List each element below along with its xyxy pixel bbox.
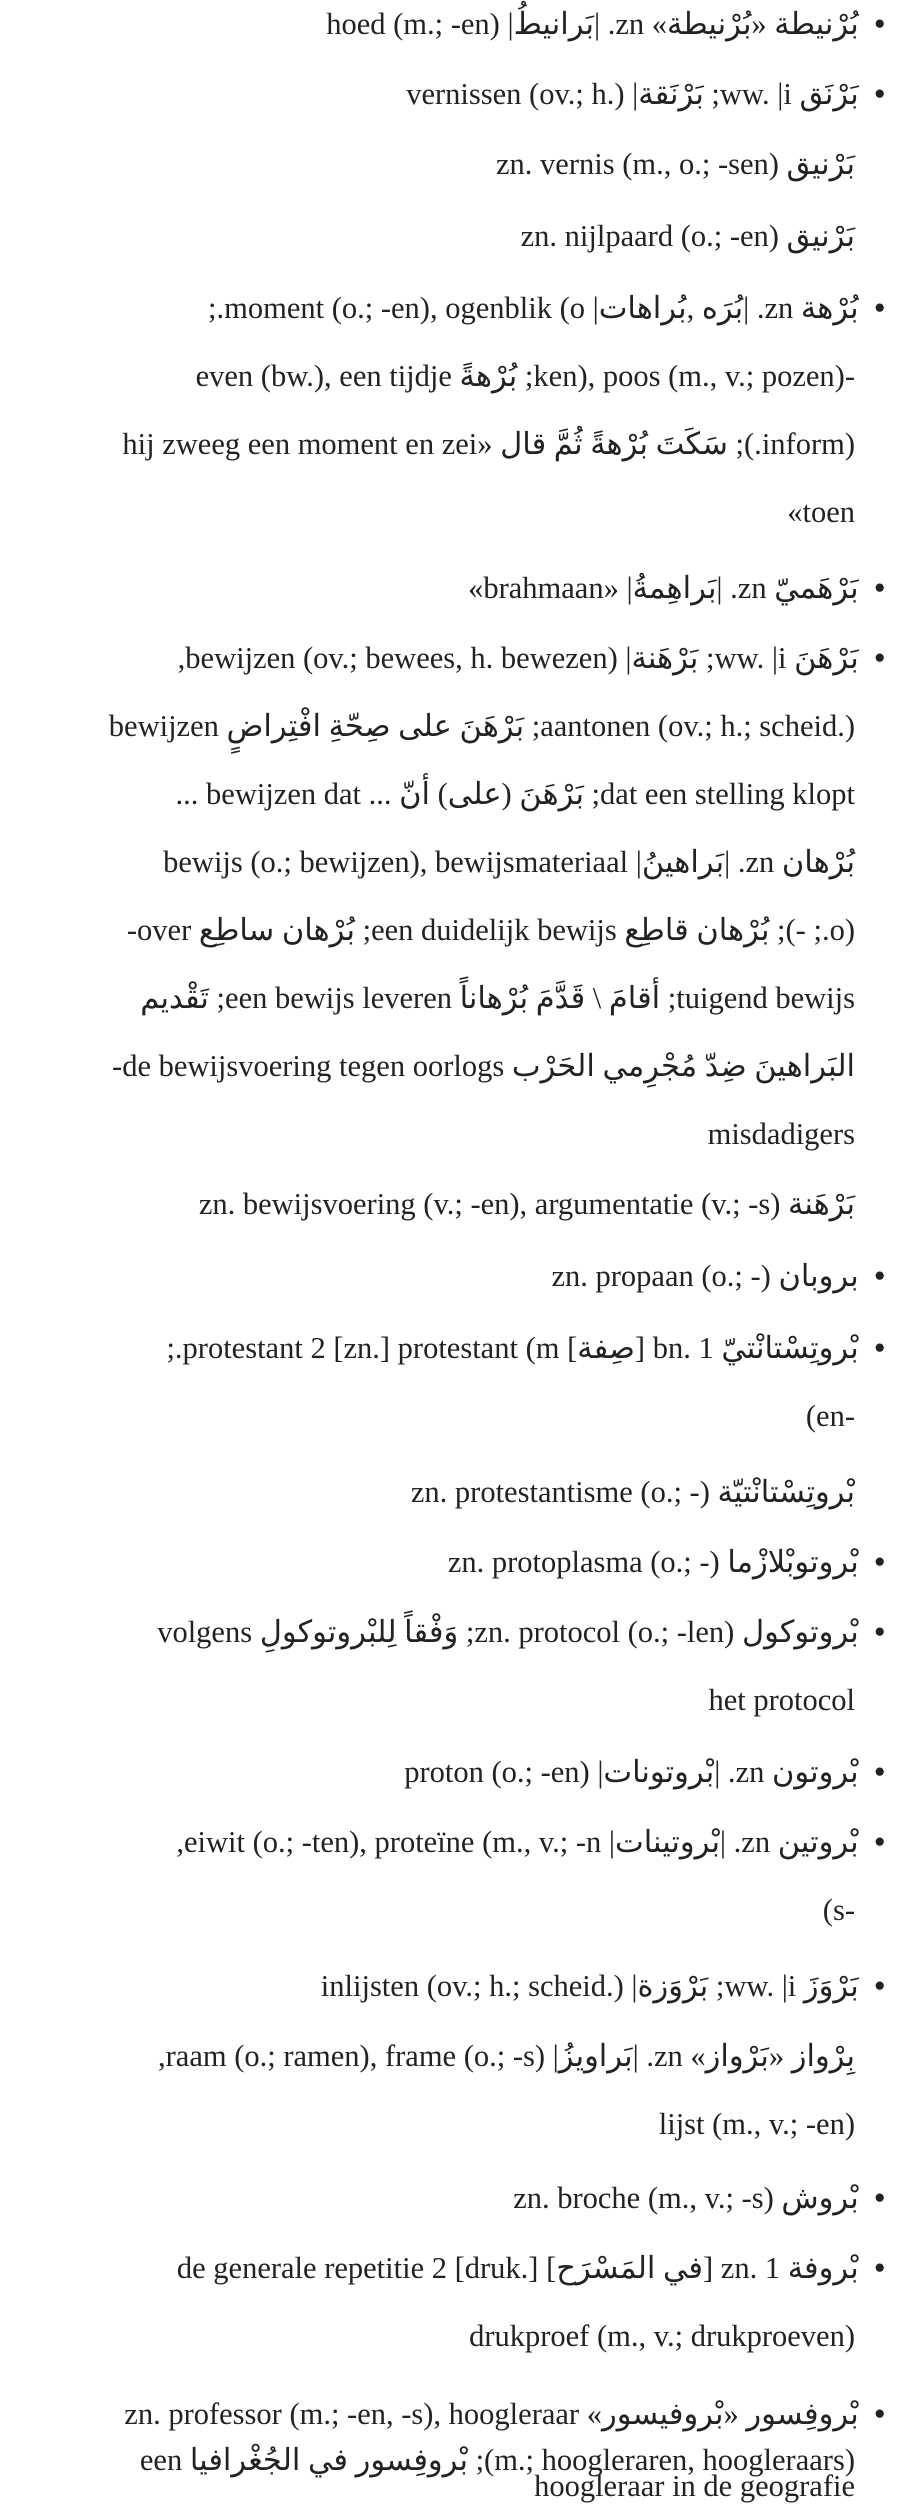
bullet-icon: • <box>874 571 885 605</box>
entry-line <box>208 288 885 328</box>
entry-continuation <box>112 1046 855 1086</box>
entry-line <box>468 568 885 608</box>
entry-text: misdadigers <box>707 1117 855 1151</box>
bullet-icon: • <box>874 2251 885 2285</box>
entry-text: drukproef (m., v.; drukproeven) <box>469 2319 855 2353</box>
entry-line <box>326 4 885 44</box>
entry-text: hoogleraar in de geografie <box>534 2469 855 2503</box>
entry-continuation <box>823 1890 855 1930</box>
entry-continuation <box>534 2466 855 2506</box>
bullet-icon: • <box>874 7 885 41</box>
entry-text: بَرْنيق zn. nijlpaard (o.; -en) <box>520 219 855 253</box>
entry-line <box>521 216 855 256</box>
bullet-icon: • <box>874 1545 885 1579</box>
entry-text: بَرْوَزَ ww. |i; بَرْوَزة| inlijsten (ov.; h.; scheid.) <box>320 1969 859 2003</box>
bullet-icon: • <box>874 2397 885 2431</box>
entry-line <box>166 1328 885 1368</box>
entry-text: البَراهينَ ضِدّ مُجْرِمي الحَرْب de bewijsvoering tegen oorlogs- <box>112 1049 855 1083</box>
entry-text: بْروتين zn. |بْروتينات| eiwit (o.; -ten), proteïne (m., v.; -n, <box>176 1825 859 1859</box>
bullet-icon: • <box>874 1331 885 1365</box>
entry-line <box>513 2178 885 2218</box>
bullet-icon: • <box>874 1615 885 1649</box>
entry-text: dat een stelling klopt; بَرْهَنَ (على) أنّ ... bewijzen dat ... <box>175 777 855 811</box>
entry-line <box>406 74 885 114</box>
entry-text: بْروتوبْلازْما zn. protoplasma (o.; -) <box>447 1545 859 1579</box>
bullet-icon: • <box>874 291 885 325</box>
bullet-icon: • <box>874 1259 885 1293</box>
entry-text: بْروفِسور «بْروفيسور» zn. professor (m.; -en, -s), hoogleraar <box>124 2397 859 2431</box>
entry-continuation <box>708 1114 855 1154</box>
entry-text: tuigend bewijs; أقامَ \ قَدَّمَ بُرْهاناً een bewijs leveren; تَقْديم <box>140 981 855 1015</box>
entry-text: بُرْهة zn. |بُرَه ,بُراهات| moment (o.; -en), ogenblik (o.; <box>208 291 859 325</box>
entry-text: lijst (m., v.; -en) <box>658 2107 855 2141</box>
entry-line <box>178 638 885 678</box>
entry-line <box>199 1184 855 1224</box>
entry-text: -ken), poos (m., v.; pozen); بُرْهةً even (bw.), een tijdje <box>195 359 855 393</box>
entry-text: بْروتوكول zn. protocol (o.; -len); وَفْقاً لِلبْروتوكولِ volgens <box>157 1615 859 1649</box>
bullet-icon: • <box>874 77 885 111</box>
bullet-icon: • <box>874 1825 885 1859</box>
entry-line <box>551 1256 885 1296</box>
entry-text: (inform.); سَكَتَ بُرْهةً ثُمَّ قال «hij zweeg een moment en zei <box>122 427 855 461</box>
entry-continuation <box>140 978 855 1018</box>
entry-text: بَرْنَق ww. |i; بَرْنَقة| vernissen (ov.; h.) <box>406 77 859 111</box>
entry-text: (m.; hoogleraren, hoogleraars); بْروفِسور في الجُغْرافيا een <box>139 2443 855 2477</box>
entry-continuation <box>659 2104 855 2144</box>
entry-text: بَرْهَميّ zn. |بَراهِمةُ| «brahmaan» <box>468 571 859 605</box>
entry-text: بِرْواز «بَرْواز» zn. |بَراويزُ| raam (o.; ramen), frame (o.; -s), <box>158 2039 855 2073</box>
entry-line <box>496 144 855 184</box>
entry-line <box>411 1472 855 1512</box>
entry-text: het protocol <box>708 1683 855 1717</box>
entry-continuation <box>806 1396 855 1436</box>
entry-text: بْروفة zn. 1 [في المَسْرَح] de generale repetitie 2 [druk.] <box>176 2251 859 2285</box>
entry-text: بْروتِسْتانْتيّ bn. 1 [صِفة] protestant 2 [zn.] protestant (m.; <box>166 1331 859 1365</box>
bullet-icon: • <box>874 641 885 675</box>
entry-continuation <box>708 1680 855 1720</box>
entry-text: بُرْهان zn. |بَراهينُ| bewijs (o.; bewijzen), bewijsmateriaal <box>163 845 855 879</box>
entry-text: (o.; -); بُرْهان قاطِع een duidelijk bewijs; بُرْهان ساطِع over- <box>126 913 855 947</box>
entry-line <box>177 2248 885 2288</box>
entry-text: بْروتِسْتانْتيّة zn. protestantisme (o.; -) <box>410 1475 855 1509</box>
entry-continuation <box>196 356 855 396</box>
entry-continuation <box>122 424 855 464</box>
entry-text: بروبان zn. propaan (o.; -) <box>551 1259 859 1293</box>
entry-line <box>176 1822 885 1862</box>
bullet-icon: • <box>874 1755 885 1789</box>
entry-text: aantonen (ov.; h.; scheid.); بَرْهَنَ على صِحّةِ افْتِراضٍ bewijzen <box>108 709 855 743</box>
entry-text: بَرْهَنَ ww. |i; بَرْهَنة| bewijzen (ov.; bewees, h. bewezen), <box>177 641 859 675</box>
entry-line <box>157 1612 885 1652</box>
entry-continuation <box>127 910 855 950</box>
entry-continuation <box>469 2316 855 2356</box>
entry-continuation <box>787 492 855 532</box>
entry-line <box>163 842 855 882</box>
entry-text: -s) <box>822 1893 855 1927</box>
entry-text: بْروش zn. broche (m., v.; -s) <box>513 2181 859 2215</box>
bullet-icon: • <box>874 1969 885 2003</box>
entry-text: -en) <box>805 1399 855 1433</box>
entry-text: بُرْنيطة «بُرْنيطة» zn. |بَرانيطُ| hoed (m.; -en) <box>326 7 859 41</box>
entry-line <box>321 1966 885 2006</box>
entry-line <box>404 1752 885 1792</box>
entry-line <box>448 1542 885 1582</box>
entry-line <box>124 2394 885 2434</box>
entry-text: بَرْنيق zn. vernis (m., o.; -sen) <box>496 147 855 181</box>
entry-continuation <box>109 706 855 746</box>
entry-line <box>158 2036 855 2076</box>
entry-text: بَرْهَنة zn. bewijsvoering (v.; -en), argumentatie (v.; -s) <box>198 1187 855 1221</box>
entry-text: بْروتون zn. |بْروتونات| proton (o.; -en) <box>404 1755 859 1789</box>
entry-text: toen» <box>787 495 855 529</box>
entry-continuation <box>176 774 855 814</box>
bullet-icon: • <box>874 2181 885 2215</box>
